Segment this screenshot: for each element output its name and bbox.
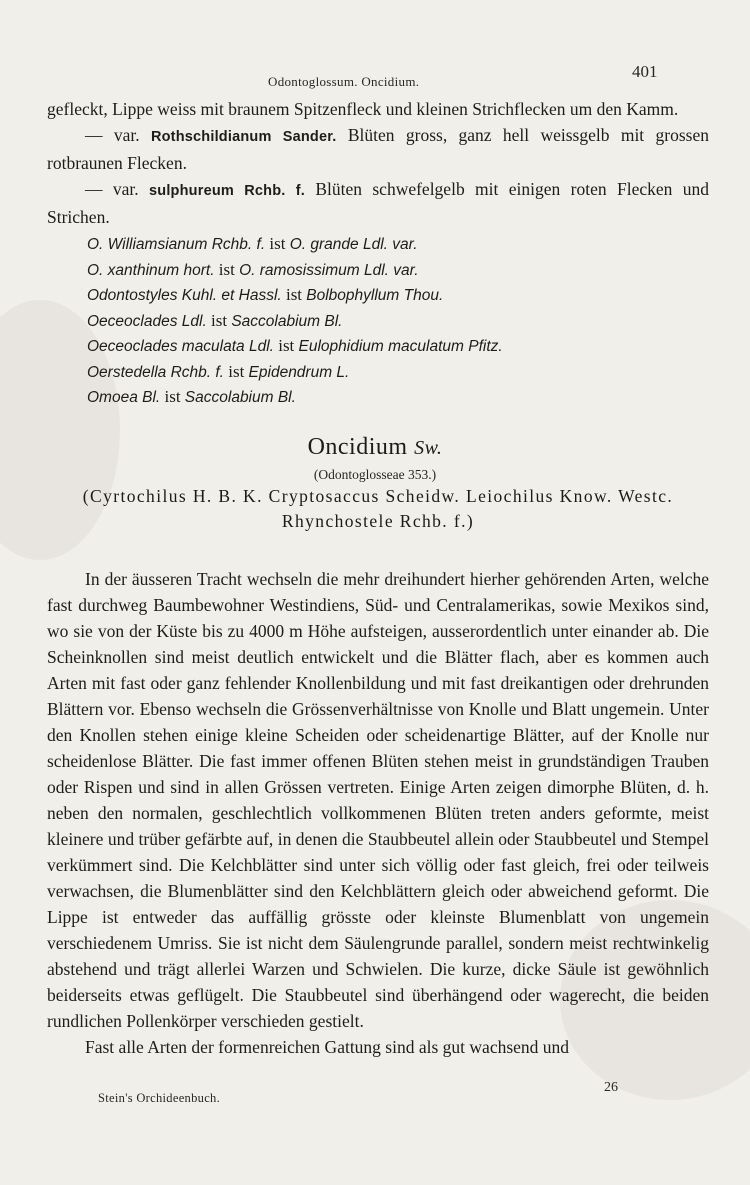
variety-prefix: — var.: [85, 179, 139, 199]
synonym-target: Eulophidium maculatum Pfitz.: [298, 338, 503, 355]
synonym-entry: O. Williamsianum Rchb. f. ist O. grande Ldl. var.: [87, 234, 418, 253]
synonym-entry: Oeceoclades Ldl. ist Saccolabium Bl.: [87, 310, 343, 330]
synonym-name: Oeceoclades Ldl.: [87, 312, 207, 330]
genus-author: Sw.: [414, 437, 443, 459]
synonym-target: Bolbophyllum Thou.: [306, 287, 444, 304]
variety-name: Rothschildianum Sander.: [150, 129, 337, 145]
synonym-entry: Odontostyles Kuhl. et Hassl. ist Bolbophyllum Thou.: [87, 285, 444, 304]
variety-sulphureum: [47, 176, 709, 230]
footer-book-title: Stein's Orchideenbuch.: [98, 1091, 221, 1105]
top-text-block: [47, 96, 709, 411]
variety-description: Blüten gross, ganz hell weissgelb mit grossen rotbraunen Flecken.: [47, 125, 709, 173]
synonym-target: O. grande Ldl. var.: [289, 236, 418, 253]
body-paragraph: In der äusseren Tracht wechseln die mehr dreihundert hierher gehörenden Arten, welche fast durchweg Baumbewohner Westindiens, Süd- und Centralamerikas, sowie Mexikos sind, wo sie von der Küste bis zu 4000 m Höhe aufsteigen, ausserordentlich unter einander ab. Die Scheinknollen sind meist deutlich entwickelt und die Blätter flach, aber es kommen auch Arten mit fast oder ganz fehlender Knollenbildung und mit fast dreikantigen oder drehrunden Blättern vor. Ebenso wechseln die Grössenverhältnisse von Knolle und Blatt ungemein. Unter den Knollen stehen einige kleine Scheiden oder scheidenartige Blätter, auf der Knolle nur scheidenlose Blätter. Die fast immer offenen Blüten stehen meist in grundständigen Trauben oder Rispen und sind in allen Grössen vertreten. Einige Arten zeigen dimorphe Blüten, d. h. neben den normalen, geschlechtlich vollkommenen Blüten treten anders geformte, meist kleinere und trüber gefärbte auf, in denen die Staubbeutel allein oder Staubbeutel und Stempel verkümmert sind. Die Kelchblätter sind unter sich völlig oder fast gleich, frei oder teilweis verwachsen, die Blumenblätter sind den Kelchblättern gleich oder abweichend geformt. Die Lippe ist entweder das auffällig grösste oder kleinste Blumenblatt von ungemein verschiedenem Umriss. Sie ist nicht dem Säulengrunde parallel, sondern meist rechtwinkelig abstehend und trägt allerlei Warzen und Schwielen. Die kurze, dicke Säule ist gewöhnlich beiderseits etwas geflügelt. Die Staubbeutel sind überhängend oder wagerecht, die beiden rundlichen Pollenkörper verschieden gestielt.: [47, 569, 709, 1031]
genus-heading: [0, 434, 750, 461]
genus-tribe: (Odontoglosseae 353.): [313, 467, 437, 482]
variety-prefix: — var.: [85, 125, 140, 145]
genus-name: Oncidium: [307, 434, 408, 460]
synonym-name: Odontostyles Kuhl. et Hassl.: [87, 287, 282, 304]
synonym-entry: Oerstedella Rchb. f. ist Epidendrum L.: [87, 361, 350, 381]
variety-description: Blüten schwefelgelb mit einigen roten Flecken und Strichen.: [47, 179, 709, 227]
synonym-target: O. ramosissimum Ldl. var.: [239, 261, 419, 279]
synonym-entry: Omoea Bl. ist Saccolabium Bl.: [87, 387, 296, 406]
synonym-name: O. xanthinum hort.: [87, 261, 215, 279]
synonym-name: Omoea Bl.: [87, 389, 161, 406]
genus-synonyms: (Cyrtochilus H. B. K. Cryptosaccus Scheidw. Leiochilus Know. Westc. Rhynchostele Rchb. f.): [82, 486, 674, 531]
synonym-entry: Oeceoclades maculata Ldl. ist Eulophidium maculatum Pfitz.: [87, 336, 503, 355]
synonym-target: Saccolabium Bl.: [231, 312, 343, 330]
synonym-target: Epidendrum L.: [248, 363, 350, 381]
synonym-target: Saccolabium Bl.: [184, 389, 296, 406]
body-text-block: [47, 566, 709, 1060]
footer-signature: 26: [604, 1080, 618, 1095]
body-paragraph: Fast alle Arten der formenreichen Gattung sind als gut wachsend und: [85, 1037, 570, 1057]
synonym-name: Oerstedella Rchb. f.: [87, 363, 224, 381]
running-head: Odontoglossum. Oncidium.: [268, 74, 420, 89]
page-number: 401: [632, 62, 658, 81]
synonym-name: O. Williamsianum Rchb. f.: [87, 236, 266, 253]
continuation-paragraph: gefleckt, Lippe weiss mit braunem Spitzenfleck und kleinen Strichflecken um den Kamm.: [47, 99, 679, 119]
synonym-entry: O. xanthinum hort. ist O. ramosissimum Ldl. var.: [87, 259, 419, 279]
synonym-name: Oeceoclades maculata Ldl.: [87, 338, 274, 355]
variety-name: sulphureum Rchb. f.: [149, 183, 305, 199]
variety-rothschildianum: [47, 122, 709, 176]
synonym-list: [87, 232, 709, 411]
